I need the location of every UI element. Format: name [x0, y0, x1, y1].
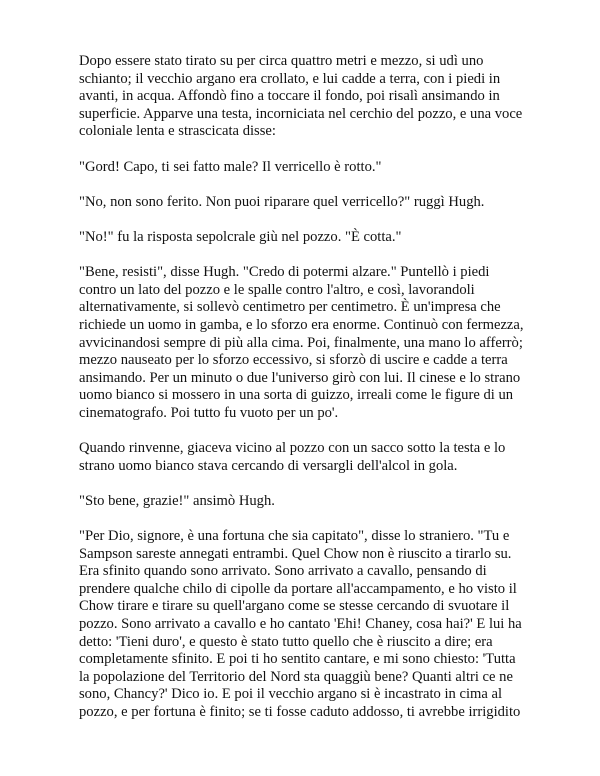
paragraph: "No, non sono ferito. Non puoi riparare quel verricello?" ruggì Hugh.	[79, 193, 485, 210]
paragraph: Dopo essere stato tirato su per circa quattro metri e mezzo, si udì uno schianto; il vecchio argano era crollato, e lui cadde a terra, con i piedi in avanti, in acqua. Affondò fino a toccare il fondo, poi risalì ansimando in superficie. Apparve una testa, incorniciata nel cerchio del pozzo, e una voce coloniale lenta e strascicata disse:	[79, 53, 523, 140]
paragraph: Quando rinvenne, giaceva vicino al pozzo con un sacco sotto la testa e lo strano uomo bianco stava cercando di versargli dell'alcol in gola.	[79, 440, 506, 474]
body-text	[79, 53, 529, 722]
paragraph: "Gord! Capo, ti sei fatto male? Il verricello è rotto."	[79, 158, 382, 175]
paragraph: "Bene, resisti", disse Hugh. "Credo di potermi alzare." Puntellò i piedi contro un lato del pozzo e le spalle contro l'altro, e così, lavorandoli alternativamente, si sollevò centimetro per centimetro. È un'impresa che richiede un uomo in gamba, e lo sforzo era enorme. Continuò con fermezza, avvicinandosi sempre di più alla cima. Poi, finalmente, una mano lo afferrò; mezzo nauseato per lo sforzo eccessivo, si sforzò di uscire e cadde a terra ansimando. Per un minuto o due l'universo girò con lui. Il cinese e lo strano uomo bianco si mossero in una sorta di guizzo, irreali come le figure di un cinematografo. Poi tutto fu vuoto per un po'.	[79, 264, 524, 421]
paragraph: "No!" fu la risposta sepolcrale giù nel pozzo. "È cotta."	[79, 228, 402, 245]
paragraph: "Per Dio, signore, è una fortuna che sia capitato", disse lo straniero. "Tu e Sampson sareste annegati entrambi. Quel Chow non è riuscito a tirarlo su. Era sfinito quando sono arrivato. Sono arrivato a cavallo, pensando di prendere qualche chilo di cipolle da portare all'accampamento, e ho visto il Chow tirare e tirare su quell'argano come se stesse cercando di svuotare il pozzo. Sono arrivato a cavallo e ho cantato 'Ehi! Chaney, cosa hai?' E lui ha detto: 'Tieni duro', e questo è stato tutto quello che è riuscito a dire; era completamente sfinito. E poi ti ho sentito cantare, e mi sono chiesto: 'Tutta la popolazione del Territorio del Nord sta quaggiù bene? Quanti altri ce ne sono, Chancy?' Dico io. E poi il vecchio argano si è incastrato in cima al pozzo, e per fortuna è finito; se ti fosse caduto addosso, ti avrebbe irrigidito	[79, 528, 522, 720]
paragraph: "Sto bene, grazie!" ansimò Hugh.	[79, 492, 275, 509]
